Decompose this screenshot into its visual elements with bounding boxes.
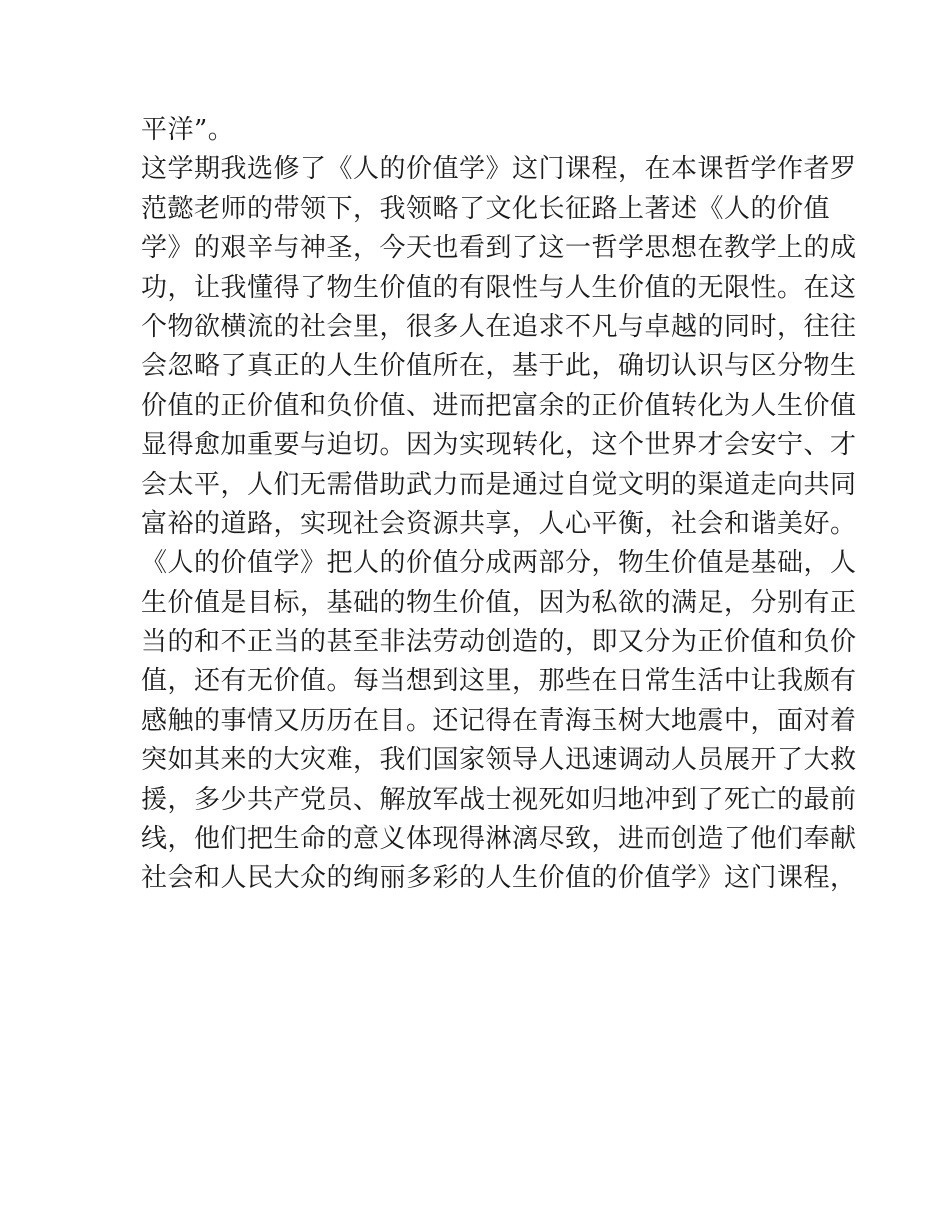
text-line-3: 范懿老师的带领下，我领略了文化长征路上著述《人的价值 (141, 193, 831, 224)
text-line-15: 值，还有无价值。每当想到这里，那些在日常生活中让我颇有 (141, 666, 857, 697)
text-line-4: 学》的艰辛与神圣，今天也看到了这一哲学思想在教学上的成 (141, 233, 857, 264)
text-line-2: 这学期我选修了《人的价值学》这门课程，在本课哲学作者罗 (141, 154, 857, 185)
body-text (141, 111, 857, 899)
text-line-5: 功，让我懂得了物生价值的有限性与人生价值的无限性。在这 (141, 272, 857, 303)
text-line-18: 援，多少共产党员、解放军战士视死如归地冲到了死亡的最前 (141, 784, 857, 815)
text-line-19: 线，他们把生命的意义体现得淋漓尽致，进而创造了他们奉献 (141, 824, 857, 855)
text-line-20: 社会和人民大众的绚丽多彩的人生价值的价值学》这门课程， (141, 863, 857, 894)
text-line-7: 会忽略了真正的人生价值所在，基于此，确切认识与区分物生 (141, 351, 857, 382)
text-line-1: 平洋”。 (141, 115, 235, 145)
text-line-8: 价值的正价值和负价值、进而把富余的正价值转化为人生价值 (141, 390, 857, 421)
text-line-9: 显得愈加重要与迫切。因为实现转化，这个世界才会安宁、才 (141, 430, 857, 461)
text-line-14: 当的和不正当的甚至非法劳动创造的，即又分为正价值和负价 (141, 627, 857, 658)
text-line-11: 富裕的道路，实现社会资源共享，人心平衡，社会和谐美好。 (141, 508, 857, 539)
text-line-16: 感触的事情又历历在目。还记得在青海玉树大地震中，面对着 (141, 705, 857, 736)
text-line-6: 个物欲横流的社会里，很多人在追求不凡与卓越的同时，往往 (141, 311, 857, 342)
text-line-10: 会太平，人们无需借助武力而是通过自觉文明的渠道走向共同 (141, 469, 857, 500)
text-line-17: 突如其来的大灾难，我们国家领导人迅速调动人员展开了大救 (141, 745, 857, 776)
text-line-13: 生价值是目标，基础的物生价值，因为私欲的满足，分别有正 (141, 587, 857, 618)
text-line-12: 《人的价值学》把人的价值分成两部分，物生价值是基础，人 (141, 548, 857, 579)
